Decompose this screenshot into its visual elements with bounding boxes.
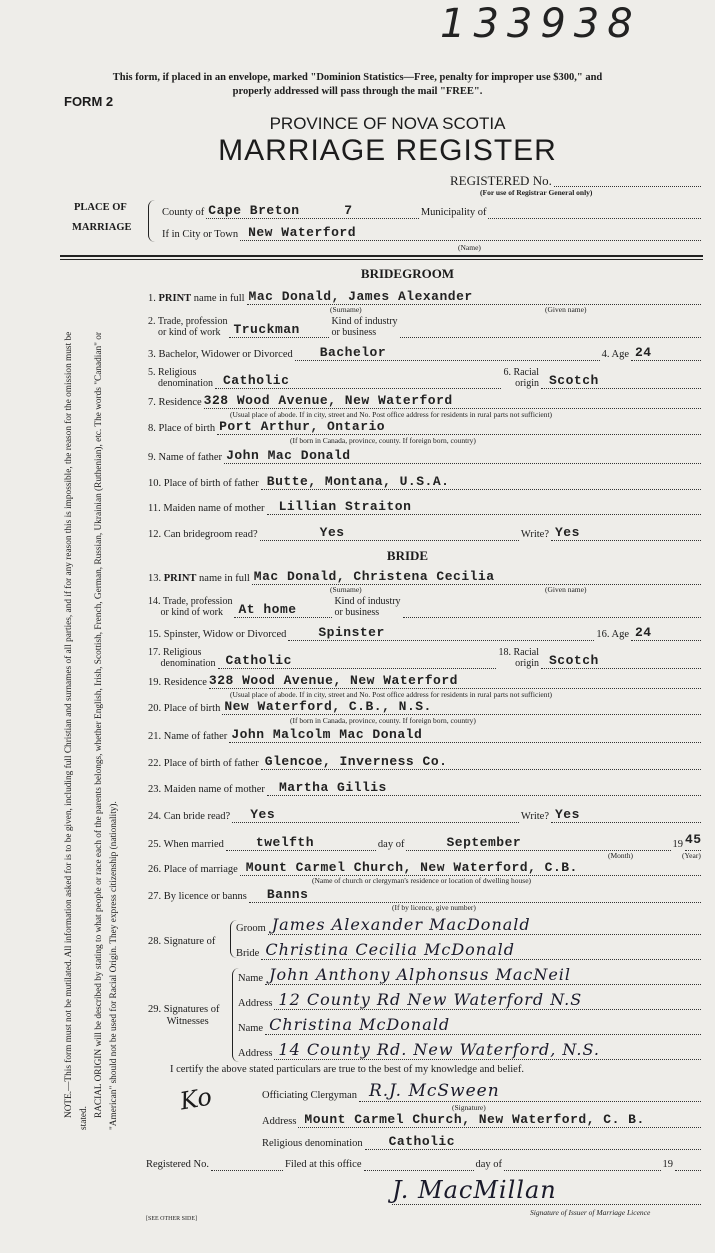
licence-value: Banns bbox=[266, 887, 309, 902]
clergyman-address-value: Mount Carmel Church, New Waterford, C. B. bbox=[304, 1112, 645, 1127]
registered-no-note: (For use of Registrar General only) bbox=[480, 188, 593, 197]
groom-label: Groom bbox=[236, 923, 266, 934]
groom-read-row: 12. Can bridegroom read? Yes Write? Yes bbox=[148, 526, 703, 541]
witness-2-name-row bbox=[238, 1015, 703, 1035]
print-label: PRINT bbox=[163, 573, 197, 584]
witness-1-name-field[interactable] bbox=[265, 965, 701, 985]
groom-signature-field[interactable] bbox=[268, 915, 701, 935]
mother-label: Maiden name of mother bbox=[163, 784, 265, 795]
city-label: If in City or Town bbox=[162, 229, 239, 240]
witness-2-name: Christina McDonald bbox=[269, 1015, 451, 1034]
notice-line: This form, if placed in an envelope, marked "Dominion Statistics—Free, penalty for improper use $300," and bbox=[112, 72, 603, 83]
brace bbox=[148, 200, 155, 242]
county-field[interactable] bbox=[206, 204, 419, 219]
bride-father-row: 21. Name of father John Malcolm Mac Donald bbox=[148, 728, 703, 743]
clergyman-row bbox=[262, 1081, 703, 1102]
bride-write-value: Yes bbox=[555, 807, 580, 822]
licence-label: By licence or banns bbox=[163, 891, 247, 902]
double-rule bbox=[60, 255, 703, 260]
bride-signature-row bbox=[236, 940, 703, 960]
residence-note: (Usual place of abode. If in city, street and No. Post office address for residents in rural parts not sufficient) bbox=[230, 410, 553, 419]
bride-mother-row: 23. Maiden name of mother Martha Gillis bbox=[148, 781, 703, 796]
groom-father-field[interactable] bbox=[224, 449, 701, 464]
surname-note: (Surname) bbox=[330, 585, 362, 594]
city-field[interactable] bbox=[240, 226, 701, 241]
groom-write-value: Yes bbox=[555, 525, 580, 540]
place-field[interactable] bbox=[240, 861, 701, 876]
municipality-field[interactable] bbox=[488, 204, 701, 219]
racial-label: origin bbox=[515, 378, 539, 389]
groom-racial-value: Scotch bbox=[549, 373, 599, 388]
clergyman-religion-label: Religious denomination bbox=[262, 1138, 363, 1149]
filing-registered-label: Registered No. bbox=[146, 1159, 209, 1170]
industry-label: or business bbox=[331, 327, 377, 338]
province-heading: PROVINCE OF NOVA SCOTIA bbox=[269, 114, 506, 133]
groom-father-birthplace-row: 10. Place of birth of father Butte, Montana, U.S.A. bbox=[148, 475, 703, 490]
write-label: Write? bbox=[520, 529, 549, 540]
bride-racial-value: Scotch bbox=[549, 653, 599, 668]
clergyman-signature-field[interactable] bbox=[359, 1081, 701, 1102]
groom-status-field[interactable] bbox=[295, 346, 600, 361]
groom-industry-field[interactable] bbox=[400, 323, 701, 338]
bride-father-field[interactable] bbox=[229, 728, 701, 743]
day-field[interactable] bbox=[226, 836, 376, 851]
side-note-text: NOTE.—This form must not be mutilated. All information asked for is to be given, including full Christian and surnames of all parties, and if for any reason this is impossible, the reason for the omission must be stated. bbox=[64, 331, 89, 1130]
religion-label: Religious bbox=[158, 367, 197, 378]
groom-read-value: Yes bbox=[319, 525, 345, 540]
registered-no-input[interactable] bbox=[554, 172, 701, 187]
filed-label: Filed at this office bbox=[285, 1159, 362, 1170]
name-label: name in full bbox=[193, 293, 245, 304]
month-value: September bbox=[446, 835, 522, 850]
filed-field[interactable] bbox=[364, 1156, 474, 1171]
bride-birthplace-value: New Waterford, C.B., N.S. bbox=[224, 699, 432, 714]
industry-label: or business bbox=[334, 607, 380, 618]
witness-1-name: John Anthony Alphonsus MacNeil bbox=[269, 965, 572, 984]
witness-name-label: Name bbox=[238, 973, 264, 984]
bride-trade-row: 14. Trade, profession or kind of work At home Kind of industry or business bbox=[148, 596, 703, 618]
witness-name-label: Name bbox=[238, 1023, 264, 1034]
place-value: Mount Carmel Church, New Waterford, C.B. bbox=[245, 860, 578, 875]
bride-age-field[interactable] bbox=[631, 626, 701, 641]
bride-name-row: 13. PRINT name in full Mac Donald, Christena Cecilia bbox=[148, 570, 703, 585]
witness-1-name-row bbox=[238, 965, 703, 985]
month-note: (Month) bbox=[608, 851, 633, 860]
status-label: Spinster, Widow or Divorced bbox=[163, 629, 287, 640]
groom-read-field[interactable] bbox=[260, 526, 519, 541]
groom-religion-field[interactable] bbox=[215, 374, 501, 389]
residence-label: Residence bbox=[163, 677, 207, 688]
see-other-side: [SEE OTHER SIDE] bbox=[146, 1216, 197, 1222]
city-row bbox=[162, 226, 703, 241]
notice-line: properly addressed will pass through the mail "FREE". bbox=[232, 86, 483, 97]
groom-birthplace-value: Port Arthur, Ontario bbox=[219, 419, 386, 434]
clergyman-label: Officiating Clergyman bbox=[262, 1090, 357, 1101]
side-note bbox=[62, 330, 122, 1130]
groom-father-birthplace-value: Butte, Montana, U.S.A. bbox=[266, 474, 450, 489]
groom-religion-value: Catholic bbox=[223, 373, 290, 388]
place-of-marriage-row: 26. Place of marriage Mount Carmel Church, New Waterford, C.B. bbox=[148, 861, 703, 876]
groom-mother-field[interactable] bbox=[267, 500, 701, 515]
place-label: Place of marriage bbox=[163, 864, 238, 875]
signature-of-label: Signature of bbox=[163, 936, 216, 947]
bride-signature-field[interactable] bbox=[261, 940, 701, 960]
trade-label: or kind of work bbox=[158, 327, 221, 338]
religion-label: denomination bbox=[160, 658, 216, 669]
trade-label: Trade, profession bbox=[157, 316, 228, 327]
age-label: Age bbox=[611, 629, 629, 640]
read-label: Can bride read? bbox=[163, 811, 231, 822]
groom-racial-field[interactable] bbox=[541, 374, 701, 389]
racial-origin-note: RACIAL ORIGIN will be described by stating to what people or race each of the parents belongs, whether English, Irish, Scottish, French, German, Russian, Ukrainian (Ruthenian), etc. The words "Canadian" or "American" should not be used for Racial Origin. They express citizenship (nationality). bbox=[94, 331, 119, 1130]
year-value: 45 bbox=[685, 832, 702, 847]
groom-father-value: John Mac Donald bbox=[226, 448, 351, 463]
bride-religion-value: Catholic bbox=[225, 653, 292, 668]
witnesses-label: 29. Signatures of Witnesses bbox=[148, 1004, 220, 1027]
bride-father-birthplace-row: 22. Place of birth of father Glencoe, Inverness Co. bbox=[148, 755, 703, 770]
bride-mother-value: Martha Gillis bbox=[278, 780, 387, 795]
bride-mother-field[interactable] bbox=[267, 781, 701, 796]
religion-label: Religious bbox=[163, 647, 202, 658]
county-row bbox=[162, 204, 703, 219]
clergyman-religion-field[interactable] bbox=[365, 1135, 701, 1150]
groom-birthplace-row: 8. Place of birth Port Arthur, Ontario bbox=[148, 420, 703, 435]
residence-note: (Usual place of abode. If in city, street and No. Post office address for residents in rural parts not sufficient) bbox=[230, 690, 553, 699]
groom-residence-field[interactable] bbox=[204, 394, 701, 409]
bride-father-birthplace-field[interactable] bbox=[261, 755, 701, 770]
bride-religion-row: 17. Religious denomination Catholic 18. Racial origin Scotch bbox=[148, 647, 703, 669]
bride-name-value: Mac Donald, Christena Cecilia bbox=[253, 569, 495, 584]
trade-label: or kind of work bbox=[160, 607, 223, 618]
county-code: 7 bbox=[344, 203, 353, 218]
issuer-signature-field[interactable] bbox=[392, 1176, 701, 1205]
birthplace-label: Place of birth bbox=[158, 423, 216, 434]
year-field[interactable] bbox=[685, 832, 702, 851]
birth-note: (If born in Canada, province, county. If foreign born, country) bbox=[290, 436, 476, 445]
filing-year-prefix: 19 bbox=[662, 1159, 673, 1170]
bride-birthplace-field[interactable] bbox=[222, 700, 701, 715]
residence-label: Residence bbox=[158, 397, 202, 408]
bride-industry-field[interactable] bbox=[403, 603, 701, 618]
year-prefix: 19 bbox=[672, 839, 683, 850]
bride-status-row: 15. Spinster, Widow or Divorced Spinster 16. Age 24 bbox=[148, 626, 703, 641]
bride-birthplace-row: 20. Place of birth New Waterford, C.B., N.S. bbox=[148, 700, 703, 715]
issuer-note: Signature of Issuer of Marriage Licence bbox=[530, 1208, 651, 1217]
groom-trade-value: Truckman bbox=[233, 322, 300, 337]
filing-registered-field[interactable] bbox=[211, 1156, 283, 1171]
bride-status-value: Spinster bbox=[318, 625, 385, 640]
witnesses-label-2: Witnesses bbox=[166, 1016, 209, 1027]
witness-2-name-field[interactable] bbox=[265, 1015, 701, 1035]
when-married-label: When married bbox=[163, 839, 224, 850]
racial-label: Racial bbox=[513, 647, 539, 658]
issuer-signature-row bbox=[390, 1176, 703, 1205]
witnesses-label-1: Signatures of bbox=[163, 1004, 220, 1015]
county-label: County of bbox=[162, 207, 205, 218]
father-birthplace-label: Place of birth of father bbox=[163, 758, 259, 769]
groom-age-value: 24 bbox=[635, 345, 652, 360]
clergyman-religion-value: Catholic bbox=[388, 1134, 456, 1149]
father-label: Name of father bbox=[163, 731, 228, 742]
witness-2-address-field[interactable] bbox=[274, 1040, 701, 1060]
clergyman-signature: R.J. McSween bbox=[368, 1081, 500, 1101]
groom-name-row: 1. PRINT name in full Mac Donald, James Alexander bbox=[148, 290, 703, 305]
groom-birthplace-field[interactable] bbox=[217, 420, 701, 435]
clergyman-address-row bbox=[262, 1113, 703, 1128]
groom-mother-row: 11. Maiden name of mother Lillian Straiton bbox=[148, 500, 703, 515]
witness-address-label: Address bbox=[238, 998, 273, 1009]
given-name-note: (Given name) bbox=[545, 585, 587, 594]
bride-residence-field[interactable] bbox=[209, 674, 701, 689]
given-name-note: (Given name) bbox=[545, 305, 587, 314]
religion-label: denomination bbox=[158, 378, 213, 389]
name-note: (Name) bbox=[458, 243, 481, 252]
form-label: FORM 2 bbox=[64, 94, 114, 109]
witness-address-label: Address bbox=[238, 1048, 273, 1059]
place-note: (Name of church or clergyman's residence or location of dwelling house) bbox=[312, 876, 532, 885]
certification-statement: I certify the above stated particulars are true to the best of my knowledge and belief. bbox=[170, 1064, 524, 1075]
industry-label: Kind of industry bbox=[334, 596, 401, 607]
day-value: twelfth bbox=[255, 835, 315, 850]
groom-residence-value: 328 Wood Avenue, New Waterford bbox=[203, 393, 453, 408]
county-value: Cape Breton bbox=[208, 203, 300, 218]
signature-note: (Signature) bbox=[452, 1103, 486, 1112]
groom-name-field[interactable] bbox=[247, 290, 701, 305]
place-of-marriage-label: MARRIAGE bbox=[72, 222, 132, 233]
bride-read-value: Yes bbox=[250, 807, 276, 822]
registered-no-label: REGISTERED No. bbox=[450, 173, 552, 188]
groom-trade-row: 2. Trade, profession or kind of work Truckman Kind of industry or business bbox=[148, 316, 703, 338]
groom-father-row: 9. Name of father John Mac Donald bbox=[148, 449, 703, 464]
bride-read-row: 24. Can bride read? Yes Write? Yes bbox=[148, 808, 703, 823]
groom-write-field[interactable] bbox=[551, 526, 701, 541]
day-of-label: day of bbox=[377, 839, 405, 850]
bride-signature: Christina Cecilia McDonald bbox=[265, 940, 515, 959]
bride-trade-field[interactable] bbox=[234, 603, 332, 618]
mother-label: Maiden name of mother bbox=[163, 503, 265, 514]
filing-year-field[interactable] bbox=[675, 1156, 701, 1171]
groom-signature-row bbox=[236, 915, 703, 935]
year-note: (Year) bbox=[682, 851, 701, 860]
write-label: Write? bbox=[520, 811, 549, 822]
bride-read-field[interactable] bbox=[232, 808, 519, 823]
witness-2-address-row bbox=[238, 1040, 703, 1060]
registered-no-field bbox=[450, 172, 703, 187]
filing-day-of-label: day of bbox=[475, 1159, 503, 1170]
groom-status-value: Bachelor bbox=[319, 345, 387, 360]
groom-residence-row: 7. Residence 328 Wood Avenue, New Waterford bbox=[148, 394, 703, 409]
name-label: name in full bbox=[199, 573, 250, 584]
age-label: Age bbox=[611, 349, 629, 360]
month-field[interactable] bbox=[406, 836, 670, 851]
bride-trade-value: At home bbox=[238, 602, 297, 617]
signature-label: 28. Signature of bbox=[148, 936, 216, 947]
father-label: Name of father bbox=[158, 452, 223, 463]
witness-1-address: 12 County Rd New Waterford N.S bbox=[278, 990, 583, 1009]
trade-label: Trade, profession bbox=[162, 596, 233, 607]
clergyman-religion-row bbox=[262, 1135, 703, 1150]
bride-residence-value: 328 Wood Avenue, New Waterford bbox=[208, 673, 458, 688]
birth-note: (If born in Canada, province, county. If foreign born, country) bbox=[290, 716, 476, 725]
birthplace-label: Place of birth bbox=[163, 703, 221, 714]
bride-father-birthplace-value: Glencoe, Inverness Co. bbox=[264, 754, 448, 769]
bride-write-field[interactable] bbox=[551, 808, 701, 823]
bride-status-field[interactable] bbox=[288, 626, 594, 641]
place-of-marriage-label: PLACE OF bbox=[74, 202, 127, 213]
issuer-signature: J. MacMillan bbox=[392, 1176, 557, 1204]
witness-1-address-field[interactable] bbox=[274, 990, 701, 1010]
read-label: Can bridegroom read? bbox=[163, 529, 258, 540]
groom-religion-row: 5. Religious denomination Catholic 6. Racial origin Scotch bbox=[148, 367, 703, 389]
licence-field[interactable] bbox=[249, 888, 701, 903]
file-number: 133938 bbox=[440, 1, 641, 47]
clergyman-address-label: Address bbox=[262, 1116, 297, 1127]
industry-label: Kind of industry bbox=[331, 316, 398, 327]
licence-note: (If by licence, give number) bbox=[392, 903, 476, 912]
bride-father-value: John Malcolm Mac Donald bbox=[231, 727, 423, 742]
bride-residence-row: 19. Residence 328 Wood Avenue, New Waterford bbox=[148, 674, 703, 689]
status-label: Bachelor, Widower or Divorced bbox=[158, 349, 293, 360]
bridegroom-heading: BRIDEGROOM bbox=[360, 266, 455, 281]
bride-age-value: 24 bbox=[635, 625, 652, 640]
page-title: MARRIAGE REGISTER bbox=[218, 134, 557, 167]
witness-2-address: 14 County Rd. New Waterford, N.S. bbox=[278, 1040, 600, 1059]
groom-age-field[interactable] bbox=[631, 346, 701, 361]
groom-signature: James Alexander MacDonald bbox=[271, 915, 531, 934]
clergyman-address-field[interactable] bbox=[298, 1113, 701, 1128]
groom-status-row: 3. Bachelor, Widower or Divorced Bachelor 4. Age 24 bbox=[148, 346, 703, 361]
racial-label: origin bbox=[515, 658, 539, 669]
filing-day-field[interactable] bbox=[504, 1156, 660, 1171]
licence-row: 27. By licence or banns Banns bbox=[148, 888, 703, 903]
groom-name-value: Mac Donald, James Alexander bbox=[248, 289, 473, 304]
city-value: New Waterford bbox=[248, 225, 356, 240]
print-label: PRINT bbox=[158, 293, 192, 304]
father-birthplace-label: Place of birth of father bbox=[163, 478, 259, 489]
racial-label: Racial bbox=[513, 367, 539, 378]
groom-father-birthplace-field[interactable] bbox=[261, 475, 701, 490]
groom-trade-field[interactable] bbox=[229, 323, 329, 338]
when-married-row: 25. When married twelfth day of September 19 45 bbox=[148, 832, 702, 850]
bride-racial-field[interactable] bbox=[541, 654, 701, 669]
surname-note: (Surname) bbox=[330, 305, 362, 314]
bride-label: Bride bbox=[236, 948, 260, 959]
filing-row bbox=[146, 1156, 703, 1171]
witness-1-address-row bbox=[238, 990, 703, 1010]
margin-mark: Ko bbox=[177, 1082, 214, 1116]
groom-mother-value: Lillian Straiton bbox=[278, 499, 412, 514]
bride-religion-field[interactable] bbox=[218, 654, 497, 669]
municipality-label: Municipality of bbox=[420, 207, 487, 218]
bride-heading: BRIDE bbox=[386, 548, 429, 563]
bride-name-field[interactable] bbox=[252, 570, 701, 585]
